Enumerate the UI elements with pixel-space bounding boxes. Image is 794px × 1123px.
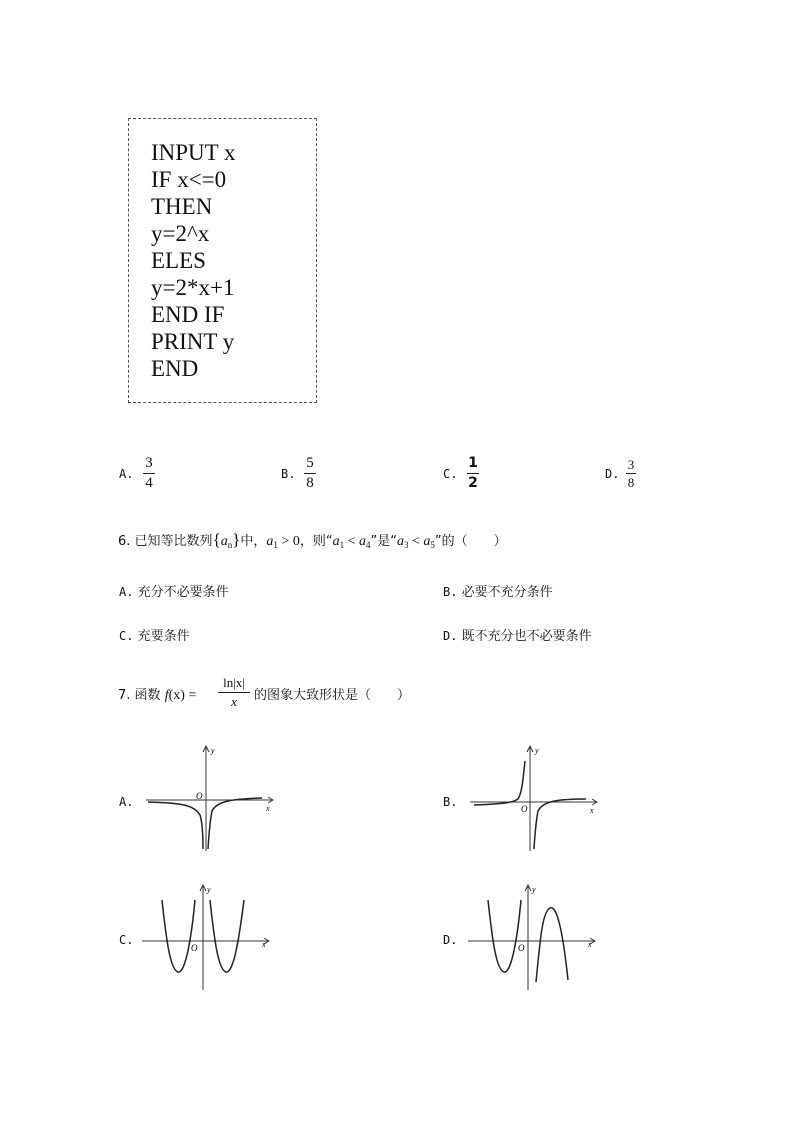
choice-label: D. <box>443 629 458 643</box>
x-axis-label: x <box>266 804 270 813</box>
curve-left <box>148 802 203 849</box>
y-axis-label: y <box>532 885 536 894</box>
choice-label: A. <box>119 585 134 599</box>
q7-graph-b[interactable] <box>466 743 606 855</box>
q7-question <box>118 684 196 704</box>
q5-option-c-fraction[interactable] <box>467 455 479 492</box>
fraction-bar <box>626 473 636 474</box>
q6-choice-b[interactable] <box>443 581 553 600</box>
denominator: 2 <box>468 475 478 491</box>
curve-right <box>210 900 244 972</box>
q7-formula-fraction <box>218 675 250 710</box>
code-line: INPUT x <box>151 140 236 165</box>
code-line: ELES <box>151 248 206 273</box>
q7-graph-d[interactable] <box>466 882 606 994</box>
code-line: y=2^x <box>151 221 210 246</box>
q7-option-d-label[interactable]: D. <box>443 933 458 947</box>
q6-number: 6. <box>118 534 131 549</box>
choice-label: B. <box>443 585 458 599</box>
choice-text: 必要不充分条件 <box>461 585 553 600</box>
numerator: ln|x| <box>223 675 245 690</box>
choice-text: 既不充分也不必要条件 <box>461 629 592 644</box>
x-axis-label: x <box>262 940 266 949</box>
denominator: 4 <box>145 475 153 491</box>
x-axis-label: x <box>588 940 592 949</box>
q7-option-c-label[interactable]: C. <box>119 933 134 947</box>
q7-text: 函数 <box>134 688 161 703</box>
fraction-bar <box>143 473 155 474</box>
sequence-notation: $\{a_n\}$ <box>212 530 241 550</box>
q6-text: ，则“ <box>299 534 333 549</box>
q6-text: ”的（ ） <box>434 534 507 549</box>
choice-text: 充要条件 <box>137 629 190 644</box>
q6-choice-c[interactable] <box>119 625 190 644</box>
condition-p: $a_1 < a_4$ <box>332 534 371 550</box>
numerator: 3 <box>627 457 635 472</box>
denominator: 8 <box>627 475 635 490</box>
origin-label: O <box>518 943 525 953</box>
q5-option-a-label[interactable]: A. <box>119 467 134 481</box>
function-name: f(x) = <box>164 688 197 703</box>
q5-option-d-label[interactable]: D. <box>605 467 620 481</box>
q7-option-a-label[interactable]: A. <box>119 795 134 809</box>
q6-choice-d[interactable] <box>443 625 592 644</box>
origin-label: O <box>196 791 203 801</box>
q5-option-a-fraction[interactable] <box>143 455 155 492</box>
fraction-bar <box>304 473 316 474</box>
q6-text: 已知等比数列 <box>134 534 213 549</box>
code-line: PRINT y <box>151 329 235 354</box>
denominator: x <box>231 694 237 709</box>
q5-option-d-fraction[interactable] <box>626 457 636 490</box>
q7-option-b-label[interactable]: B. <box>443 795 458 809</box>
curve-right <box>536 908 568 982</box>
origin-label: O <box>191 943 198 953</box>
q6-text: ”是“ <box>370 534 397 549</box>
q7-graph-a[interactable] <box>142 743 282 855</box>
numerator: 5 <box>306 455 314 471</box>
code-line: IF x<=0 <box>151 167 227 192</box>
curve-left <box>162 900 195 972</box>
q5-option-b-label[interactable]: B. <box>281 467 296 481</box>
denominator: 8 <box>306 475 314 491</box>
y-axis-label: y <box>211 746 215 755</box>
y-axis-label: y <box>207 885 211 894</box>
y-axis-label: y <box>535 746 539 755</box>
q5-option-b-fraction[interactable] <box>304 455 316 492</box>
curve-right <box>208 798 262 849</box>
code-line: END <box>151 356 199 381</box>
fraction-bar <box>218 692 250 693</box>
curve-left <box>488 900 521 972</box>
origin-label: O <box>521 804 528 814</box>
curve-left <box>474 761 525 805</box>
condition-a1: $a_1 > 0$ <box>266 534 300 550</box>
program-lines <box>151 139 236 382</box>
q5-option-c-label[interactable]: C. <box>443 467 458 481</box>
x-axis-label: x <box>590 806 594 815</box>
q6-text: 中， <box>240 534 267 549</box>
curve-right <box>534 799 586 849</box>
code-line: y=2*x+1 <box>151 275 235 300</box>
q6-question <box>118 530 507 550</box>
q7-text-tail: 的图象大致形状是（ ） <box>254 688 411 703</box>
q6-choice-a[interactable] <box>119 581 229 600</box>
code-line: END IF <box>151 302 225 327</box>
choice-text: 充分不必要条件 <box>137 585 229 600</box>
numerator: 3 <box>145 455 153 471</box>
fraction-bar <box>467 473 479 474</box>
code-line: THEN <box>151 194 213 219</box>
program-code-box <box>128 118 317 403</box>
numerator: 1 <box>468 455 478 471</box>
q7-graph-c[interactable] <box>140 882 280 994</box>
condition-q: $a_3 < a_5$ <box>396 534 435 550</box>
choice-label: C. <box>119 629 134 643</box>
q7-number: 7. <box>118 688 131 703</box>
